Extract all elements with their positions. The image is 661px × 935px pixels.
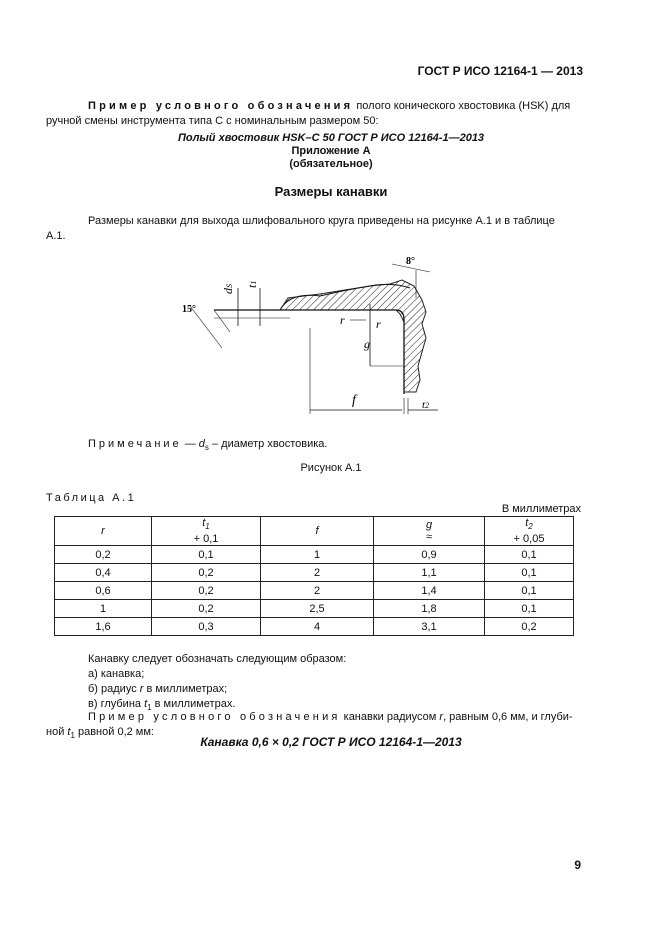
example2-sym-t-sub: 1	[70, 731, 75, 741]
note-dash: —	[181, 438, 199, 450]
cell: 2	[261, 582, 374, 600]
groove-designation-list	[88, 652, 346, 715]
intro-paragraph	[46, 214, 586, 244]
intro-line2: А.1.	[46, 230, 66, 242]
example2-line2-pre: ной	[46, 726, 68, 738]
example2-text-b: , равным 0,6 мм, и глуби-	[443, 711, 573, 723]
example2-text-a: канавки радиусом	[340, 711, 440, 723]
label-angle-15: 15°	[182, 304, 196, 315]
groove-drawing	[170, 248, 450, 420]
cell: 0,6	[55, 582, 152, 600]
table-row	[55, 582, 574, 600]
label-t2: t2	[422, 399, 430, 411]
cell: 0,4	[55, 564, 152, 582]
table-row	[55, 546, 574, 564]
groove-dimensions-table	[54, 516, 574, 636]
example2-line2-post: равной 0,2 мм:	[74, 726, 154, 738]
label-r: r	[340, 313, 345, 327]
document-header: ГОСТ Р ИСО 12164-1 — 2013	[417, 64, 583, 78]
groove-intro: Канавку следует обозначать следующим образом:	[88, 653, 347, 665]
example2-designation: Канавка 0,6 × 0,2 ГОСТ Р ИСО 12164-1—2013	[200, 735, 462, 749]
table-header-row	[55, 517, 574, 546]
cell: 2,5	[261, 600, 374, 618]
appendix-subtitle: (обязательное)	[289, 158, 373, 170]
label-t1: t1	[245, 280, 259, 288]
figure-note	[88, 438, 327, 452]
label-r2: r	[376, 317, 381, 331]
groove-item-c: в) глубина $t_1$ в миллиметрах.	[88, 698, 236, 713]
note-symbol-sub: s	[204, 443, 209, 453]
figure-caption: Рисунок А.1	[300, 462, 362, 474]
table-row	[55, 618, 574, 636]
header-r: r	[55, 517, 152, 546]
cell: 1,8	[374, 600, 485, 618]
cell: 4	[261, 618, 374, 636]
page-number: 9	[574, 858, 581, 872]
cell: 0,3	[152, 618, 261, 636]
section-title: Размеры канавки	[274, 184, 388, 199]
example1-designation: Полый хвостовик HSK–C 50 ГОСТ Р ИСО 12164-1—2013	[177, 132, 485, 144]
appendix-title: Приложение А	[291, 145, 371, 157]
cell: 0,1	[485, 546, 574, 564]
note-text: – диаметр хвостовика.	[208, 438, 328, 450]
cell: 1,6	[55, 618, 152, 636]
example1-text-line2: ручной смены инструмента типа С с номинальным размером 50:	[46, 115, 379, 127]
label-ds: dS	[221, 284, 235, 294]
cell: 0,1	[485, 600, 574, 618]
cell: 0,9	[374, 546, 485, 564]
example1-text-line1: полого конического хвостовика (HSK) для	[353, 100, 571, 112]
cell: 0,1	[152, 546, 261, 564]
table-units: В миллиметрах	[501, 503, 581, 515]
cell: 0,2	[55, 546, 152, 564]
example2-spaced-label: Пример условного обозначения	[88, 711, 341, 723]
header-f: f	[261, 517, 374, 546]
intro-line1: Размеры канавки для выхода шлифовального круга приведены на рисунке А.1 и в таблице	[88, 215, 555, 227]
cell: 0,2	[485, 618, 574, 636]
cell: 0,1	[485, 564, 574, 582]
label-angle-8: 8°	[406, 256, 415, 267]
note-spaced-label: Примечание	[88, 438, 182, 450]
table-row	[55, 564, 574, 582]
cell: 0,2	[152, 600, 261, 618]
cell: 1	[261, 546, 374, 564]
cell: 0,1	[485, 582, 574, 600]
groove-item-b: б) радиус r в миллиметрах;	[88, 683, 228, 695]
cell: 1	[55, 600, 152, 618]
cell: 3,1	[374, 618, 485, 636]
cell: 0,2	[152, 582, 261, 600]
angle-left-line2	[214, 310, 230, 332]
example1-paragraph	[46, 99, 586, 129]
cell: 1,1	[374, 564, 485, 582]
example2-sym-r: r	[439, 711, 444, 723]
cell: 0,2	[152, 564, 261, 582]
cell: 1,4	[374, 582, 485, 600]
note-symbol: d	[198, 438, 205, 450]
cell: 2	[261, 564, 374, 582]
example2-sym-t: t	[67, 726, 71, 738]
header-t2: $t_2$ + 0,05	[485, 517, 574, 546]
table-title: Таблица А.1	[46, 492, 137, 504]
label-g: g	[364, 337, 370, 351]
header-t1: $t_1$ + 0,1	[152, 517, 261, 546]
header-g: g ≈	[374, 517, 485, 546]
table-row	[55, 600, 574, 618]
label-f: f	[352, 393, 356, 408]
example1-spaced-label: Пример условного обозначения	[88, 100, 354, 112]
groove-item-a: а) канавка;	[88, 668, 145, 680]
